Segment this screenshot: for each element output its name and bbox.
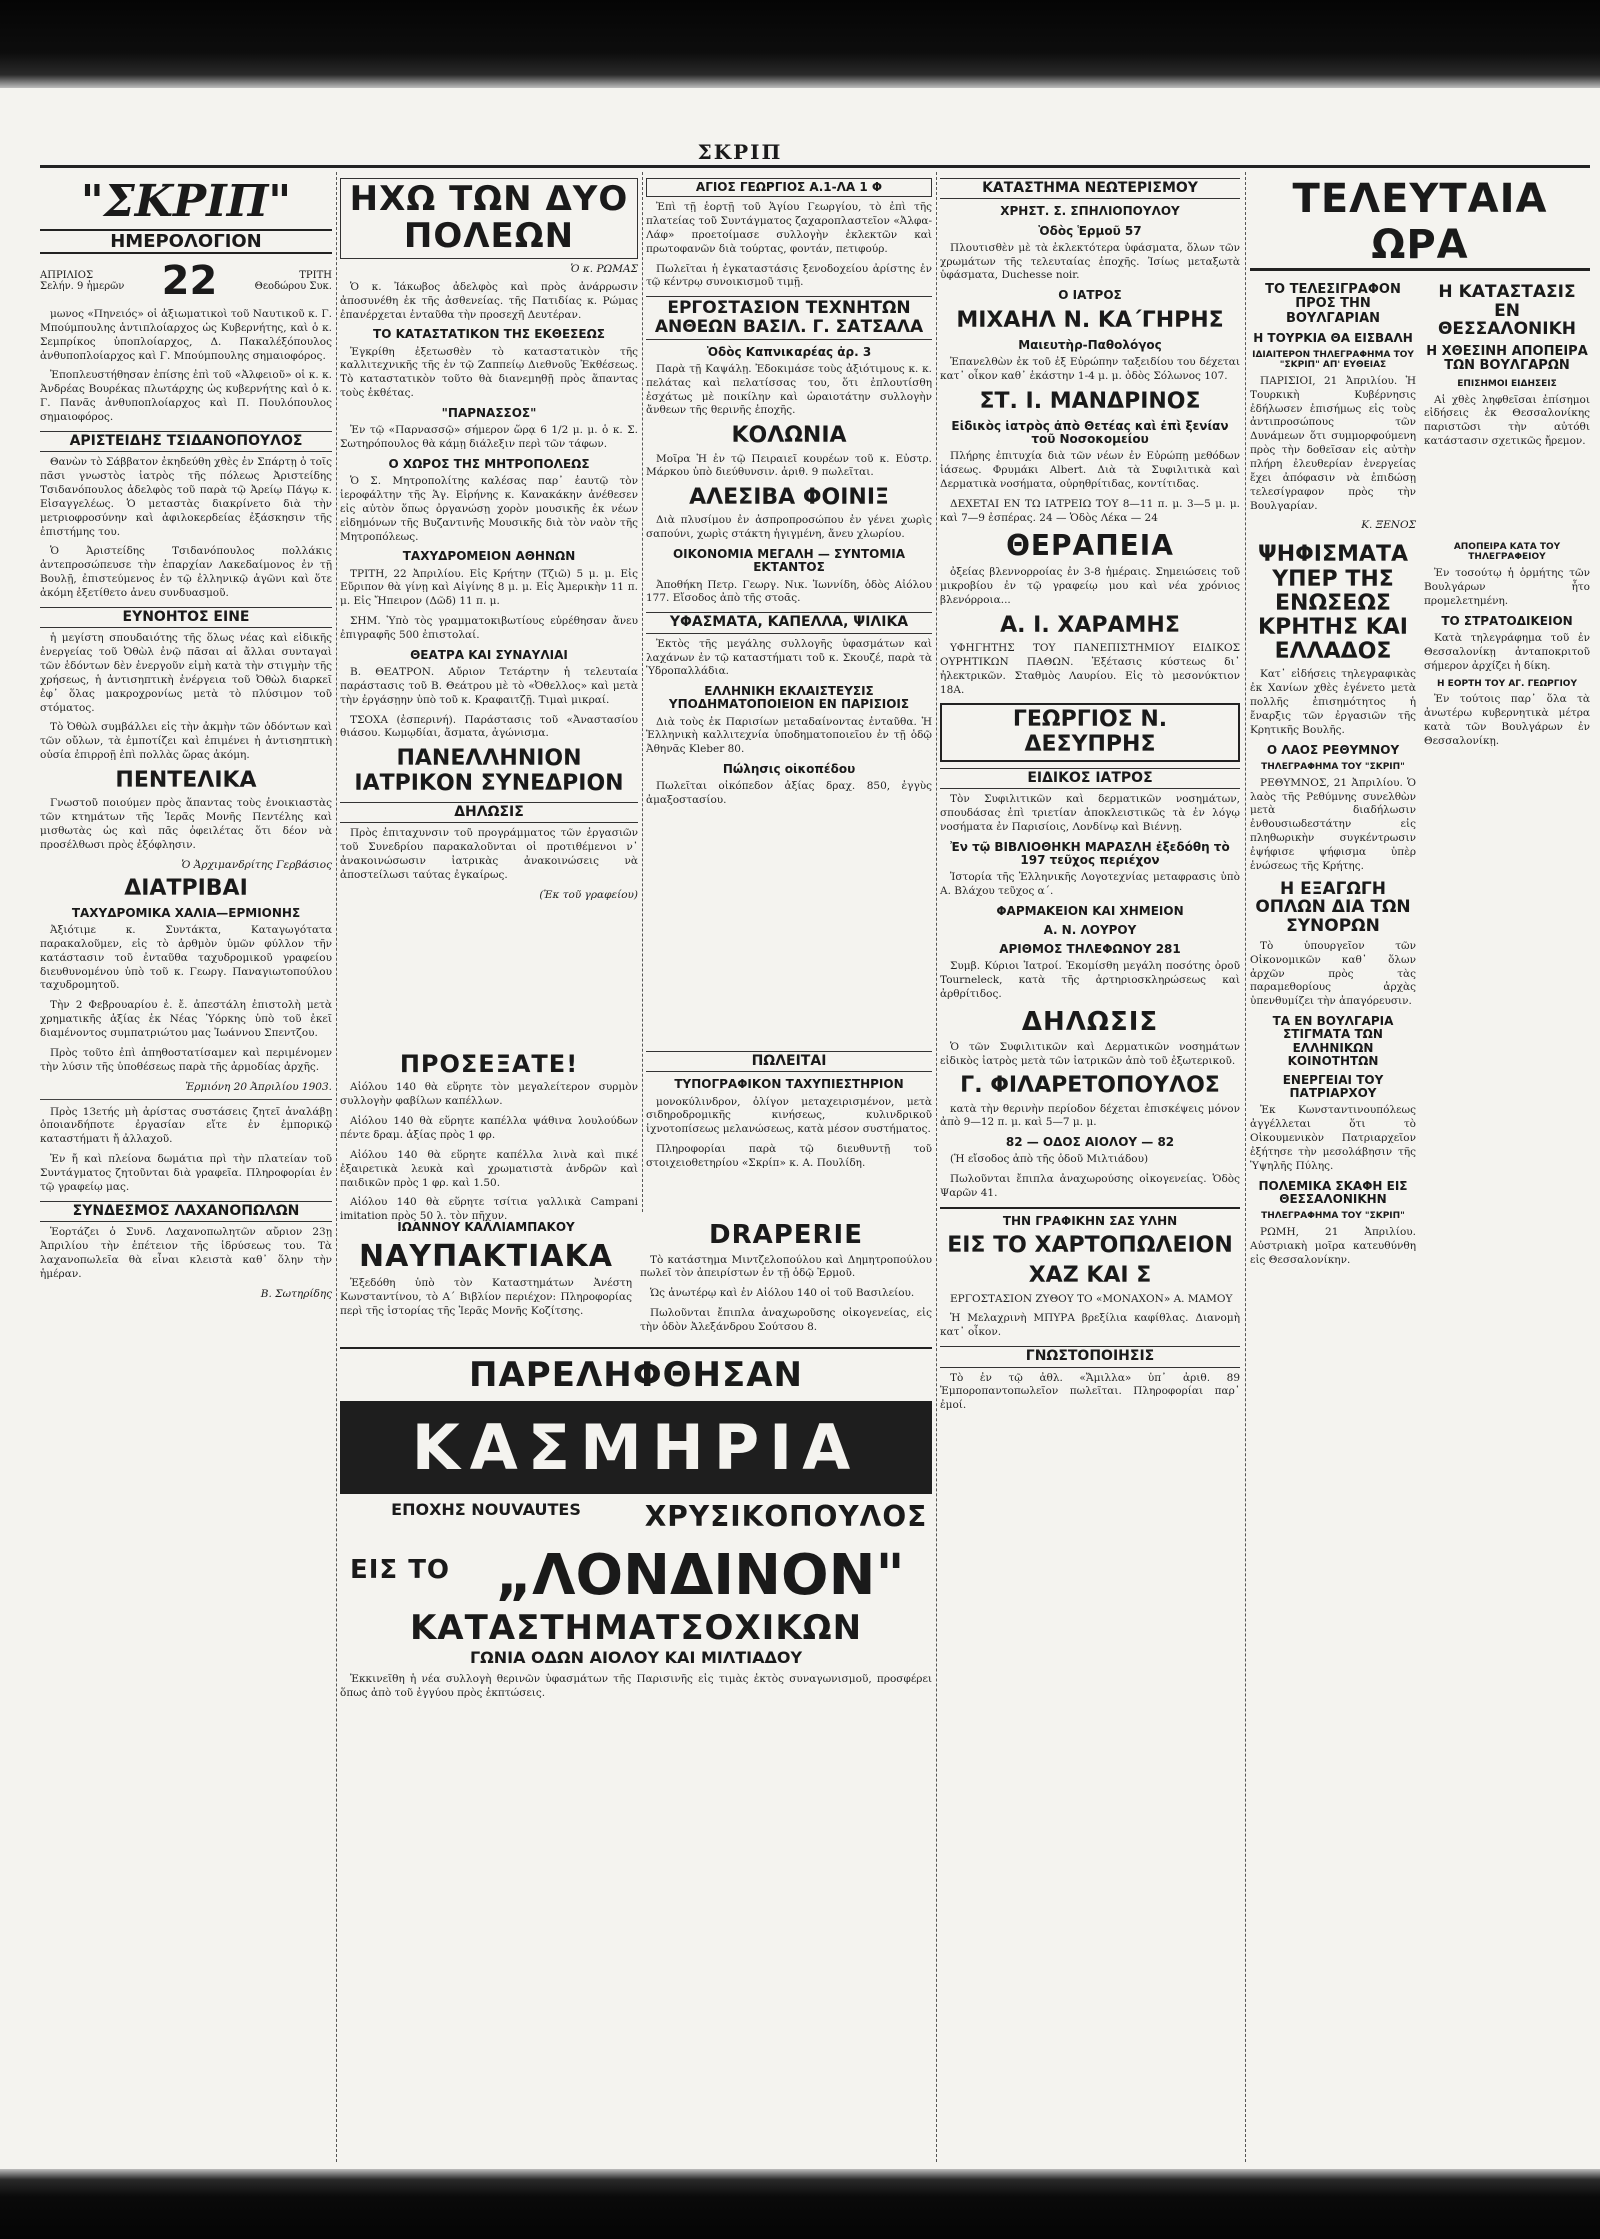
article-headline: ΠΡΟΣΕΞΑΤΕ! xyxy=(399,1050,579,1078)
ad-draperie xyxy=(640,1215,932,1341)
article-text: Τὸ Ὀθὼλ συμβάλλει εἰς τὴν ἀκμὴν τῶν ὀδόντων καὶ τῶν οὔλων, τὰ ἐμποτίζει καὶ ἐπιμένει ἡ ἀντισηπτικὴ οὐσία ἐπιρροῇ ἐπὶ πολλὰς ὥρας ἀκόμη. xyxy=(40,721,332,762)
article-headline: ΕΛΛΗΝΙΚΗ ΕΚΛΑΙΣΤΕΥΣΙΣ ΥΠΟΔΗΜΑΤΟΠΟΙΕΙΟΝ ΕΝ ΠΑΡΙΣΙΟΙΣ xyxy=(668,684,910,712)
article-subheadline: Ὁδὸς Ἑρμοῦ 57 xyxy=(1038,223,1142,238)
column-divider xyxy=(336,172,337,2162)
article-text: Τὸ κατάστημα Μιντζελοπούλου καὶ Δημητροπούλου πωλεῖ τὸν ἀπειρίστων ἐν τῇ ὁδῷ Ἑρμοῦ. xyxy=(640,1253,932,1280)
article-text: Πρὸς τοῦτο ἐπὶ ἀπηθοστατίσαμεν καὶ περιμένομεν τὴν λύσιν τῆς ὑποθέσεως παρὰ τῆς ἀρμοδίας ἀρχῆς. xyxy=(40,1046,332,1073)
article-headline: DRAPERIE xyxy=(709,1220,863,1250)
article-text: Ἀποθήκη Πετρ. Γεωργ. Νικ. Ἰωννίδη, ὁδὸς Αἰόλου 177. Εἴσοδος ἀπὸ τῆς στοᾶς. xyxy=(646,578,932,605)
article-subheadline: Ὁδὸς Καπνικαρέας ἀρ. 3 xyxy=(706,344,872,359)
article-text: ΣΗΜ. Ὑπὸ τὸς γραμματοκιβωτίους εὑρέθησαν ἄνευ ἐπιγραφῆς 500 ἐπιστολαί. xyxy=(340,615,638,641)
signature: Ὁ Ἀρχιμανδρίτης Γερβάσιος xyxy=(181,858,332,871)
article-text: Ἱστορία τῆς Ἑλληνικῆς Λογοτεχνίας μεταφρασις ὑπὸ Α. Βλάχου τεῦχος α΄. xyxy=(940,871,1240,898)
article-text: Ἐν τούτοις παρ᾽ ὅλα τὰ ἀνωτέρω κυβερνητικὰ μέτρα κατὰ τῶν Βουλγάρων ἐν Θεσσαλονίκῃ. xyxy=(1424,693,1590,748)
article-text: Αἰόλου 140 θὰ εὕρητε τὸν μεγαλείτερον συρμὸν συλλογὴν φαβίλων καπέλλων. xyxy=(340,1081,638,1108)
calendar-subtitle: ΗΜΕΡΟΛΟΓΙΟΝ xyxy=(40,229,332,254)
ad-address: ΓΩΝΙΑ ΟΔΩΝ ΑΙΟΛΟΥ ΚΑΙ ΜΙΛΤΙΑΔΟΥ xyxy=(469,1647,803,1667)
column-notice xyxy=(340,1045,638,1223)
article-headline: ΜΙΧΑΗΛ Ν. ΚΑ΄ΓΗΡΗΣ xyxy=(956,307,1224,333)
article-text: ΡΩΜΗ, 21 Ἀπριλίου. Αὐστριακὴ μοῖρα κατευθύνθη εἰς Θεσσαλονίκην. xyxy=(1250,1225,1416,1266)
column-divider xyxy=(1245,172,1246,2162)
ad-merchant: ΧΡΥΣΙΚΟΠΟΥΛΟΣ xyxy=(644,1499,928,1533)
article-headline: ΙΩΑΝΝΟΥ ΚΑΛΛΙΑΜΠΑΚΟΥ xyxy=(397,1220,575,1234)
ad-store: ΚΑΤΑΣΤΗΜΑΤΣΟΧΙΚΩΝ xyxy=(409,1607,863,1648)
article-headline: ΤΟ ΣΤΡΑΤΟΔΙΚΕΙΟΝ xyxy=(1441,613,1573,628)
article-text: Ἀξιότιμε κ. Συντάκτα, Καταγωγότατα παρακαλοῦμεν, εἰς τὸ ἀρθμὸν ὑμῶν φύλλον τῆν κατάστασιν τοῦ ἐνταῦθα ταχυδρομικοῦ γραφείου διευθυνομένου ὑπὸ τοῦ κ. Γεωργ. Παναγιωτοπούλου ταχυδρομητοῦ. xyxy=(40,923,332,992)
article-text: Θανὼν τὸ Σάββατον ἐκηδεύθη χθὲς ἐν Σπάρτῃ ὁ τοῖς πᾶσι γνωστὸς ἰατρὸς τῆς πόλεως Ἀριστείδης Τσιδανόπουλος ἀδελφὸς τοῦ παρὰ τῷ Ἀρείῳ Πάγῳ κ. Εἰσαγγελέως. Ὁ μεταστὰς διακρίνετο διὰ τὴν μετριοφροσύνην καὶ ἀφιλοκερδείας ἐξάσκησιν τῆς ἐπιστήμης του. xyxy=(40,456,332,538)
article-headline: ΕΡΓΟΣΤΑΣΙΟΝ ΤΕΧΝΗΤΩΝ ΑΝΘΕΩΝ ΒΑΣΙΛ. Γ. ΣΑΤΣΑΛΑ xyxy=(646,296,932,339)
newspaper-masthead: ΣΚΡΙΠ xyxy=(697,140,783,164)
article-headline: ΔΗΛΩΣΙΣ xyxy=(1021,1007,1159,1038)
article-headline: ΨΗΦΙΣΜΑΤΑ ΥΠΕΡ ΤΗΣ ΕΝΩΣΕΩΣ ΚΡΗΤΗΣ ΚΑΙ ΕΛΛΑΔΟΣ xyxy=(1258,542,1408,665)
article-text: Πωλοῦνται ἔπιπλα ἀναχωρούσης οἰκογενείας. Ὁδὸς Ψαρῶν 41. xyxy=(940,1173,1240,1200)
article-headline: ΧΑΖ ΚΑΙ Σ xyxy=(1028,1263,1152,1289)
article-headline: Η ΕΟΡΤΗ ΤΟΥ ΑΓ. ΓΕΩΡΓΙΟΥ xyxy=(1437,678,1577,689)
resolutions-article xyxy=(1250,537,1416,1273)
article-text: ΤΣΟΧΑ (ἐσπερινή). Παράστασις τοῦ «Ἀναστασίου θιάσου. Κωμῳδίαι, ἄσματα, ἀγώνισμα. xyxy=(340,713,638,740)
article-headline: Ο ΙΑΤΡΟΣ xyxy=(1058,288,1122,303)
calendar-date xyxy=(40,258,332,304)
article-text: Τὸ ἐν τῷ ἀθλ. «Ἄμιλλα» ὑπ᾽ ἀριθ. 89 Ἑμποροπαντοπωλεῖον πωλεῖται. Πληροφορίαι παρ᾽ ἐμοί. xyxy=(940,1371,1240,1412)
calendar-title: "ΣΚΡΙΠ" xyxy=(80,176,292,227)
article-text: Ὁ κ. Ἰάκωβος ἀδελφὸς καὶ πρὸς ἀνάρρωσιν ἀποσυνέθη ἐκ τῆς ἀσθενείας. τῆς Πατιδίας κ. Ρώμας ἐπανέρχεται ἐνταῦθα τὴν προσεχῆ Δευτέραν. xyxy=(340,280,638,321)
signature: Κ. ΞΕΝΟΣ xyxy=(1361,519,1416,532)
divider xyxy=(340,1347,932,1349)
article-text: Κατὰ τηλεγράφημα τοῦ ἐν Θεσσαλονίκῃ ἀνταποκριτοῦ σήμερον ἀρχίζει ἡ δίκη. xyxy=(1424,632,1590,672)
article-headline: ΓΕΩΡΓΙΟΣ Ν. ΔΕΣΥΠΡΗΣ xyxy=(940,703,1240,761)
article-subheadline: ΤΗΛΕΓΡΑΦΗΜΑ ΤΟΥ "ΣΚΡΙΠ" xyxy=(1261,1210,1405,1221)
article-headline: ΕΙΣ ΤΟ ΧΑΡΤΟΠΩΛΕΙΟΝ xyxy=(947,1233,1233,1259)
scan-border-top xyxy=(0,0,1600,88)
article-headline: ΝΑΥΠΑΚΤΙΑΚΑ xyxy=(359,1239,613,1275)
ad-cashmere: ΚΑΣΜΗΡΙΑ xyxy=(340,1401,932,1494)
byline: Ὁ κ. ΡΩΜΑΣ xyxy=(570,262,638,275)
article-text: Αἰόλου 140 θὰ εὕρητε καπέλλα ψάθινα λουλούδων πέντε δραμ. ἀξίας πρὸς 1 φρ. xyxy=(340,1115,638,1141)
article-headline: ΕΥΝΟΗΤΟΣ ΕΙΝΕ xyxy=(40,607,332,628)
article-subheadline: ΙΔΙΑΙΤΕΡΟΝ ΤΗΛΕΓΡΑΦΗΜΑ ΤΟΥ "ΣΚΡΙΠ" ΑΠ' ΕΥΘΕΙΑΣ xyxy=(1252,350,1414,370)
article-headline: Α. Ι. ΧΑΡΑΜΗΣ xyxy=(1000,612,1180,638)
ad-season: ΕΠΟΧΗΣ NOUVAUTES xyxy=(391,1499,581,1519)
article-headline: ΣΥΝΔΕΣΜΟΣ ΛΑΧΑΝΟΠΩΛΩΝ xyxy=(40,1201,332,1222)
article-subheadline: ΕΙΔΙΚΟΣ ΙΑΤΡΟΣ xyxy=(940,768,1240,789)
article-headline: ΤΟ ΚΑΤΑΣΤΑΤΙΚΟΝ ΤΗΣ ΕΚΘΕΣΕΩΣ xyxy=(373,327,605,342)
column-ads-lower xyxy=(646,1045,932,1210)
article-headline: Η ΚΑΤΑΣΤΑΣΙΣ ΕΝ ΘΕΣΣΑΛΟΝΙΚΗ xyxy=(1437,282,1576,340)
article-text: Ἐποπλευστήθησαν ἐπίσης ἐπὶ τοῦ «Ἀλφειοῦ» οἱ κ. κ. Ἀνδρέας Βουρέκας πλωτάρχης ὡς κυβερνήτης καὶ ὁ κ. Γ. Πανᾶς ἀνθυποπλοίαρχος καὶ Π. Πουλόπουλος σημαιοφόρος. xyxy=(40,369,332,424)
article-text: ΕΡΓΟΣΤΑΣΙΟΝ ΖΥΘΟΥ ΤΟ «ΜΟΝΑΧΟΝ» Α. ΜΑΜΟΥ xyxy=(950,1292,1233,1305)
article-headline: ΚΑΤΑΣΤΗΜΑ ΝΕΩΤΕΡΙΣΜΟΥ xyxy=(940,178,1240,199)
article-headline: ΤΗΝ ΓΡΑΦΙΚΗΝ ΣΑΣ ΥΛΗΝ xyxy=(1002,1214,1178,1229)
article-text: Ἐν τῷ «Παρνασσῷ» σήμερον ὥρᾳ 6 1/2 μ. μ. ὁ κ. Σ. Σωτηρόπουλος θὰ κάμῃ διάλεξιν περὶ τῶν τάφων. xyxy=(340,424,638,451)
article-headline: Ο ΧΩΡΟΣ ΤΗΣ ΜΗΤΡΟΠΟΛΕΩΣ xyxy=(388,456,590,471)
signature: Ἑρμιόνη 20 Ἀπριλίου 1903. xyxy=(185,1080,332,1093)
article-headline: ΚΟΛΩΝΙΑ xyxy=(731,423,847,449)
article-text: ΠΑΡΙΣΙΟΙ, 21 Ἀπριλίου. Ἡ Τουρκικὴ Κυβέρνησις ἐδήλωσεν ἐπισήμως εἰς τοὺς ἀντιπροσώπους τῶν Δυνάμεων ὅτι συμμορφούμενη πρὸς τὴν δοθεῖσαν εἰς αὐτὴν πλήρη ἐλευθερίαν ἐνεργείας ἔχει ἀπόφασιν νὰ ἐπιδώσῃ τελεσίγραφον πρὸς τὴν Βουλγαρίαν. xyxy=(1250,374,1416,512)
article-text: Γνωστοῦ ποιούμεν πρὸς ἅπαντας τοὺς ἐνοικιαστὰς τῶν κτημάτων τῆς Ἱερᾶς Μονῆς Πεντέλης καὶ μισθωτὰς ὡς καὶ πᾶς ὀφειλέτας ὅτι δέον νὰ προσέλθωσι πρὸς ἐξόφλησιν. xyxy=(40,797,332,851)
article-headline: ΣΤ. Ι. ΜΑΝΔΡΙΝΟΣ xyxy=(979,388,1201,414)
classified-text: Ἐν ἤ καὶ πλείονα δωμάτια πρὶ τὴν πλατείαν τοῦ Συντάγματος ζητοῦνται διὰ γραφεῖα. Πληροφορίαι ἐν τῷ γραφείῳ μας. xyxy=(40,1153,332,1193)
article-text: Πωλεῖται ἡ ἐγκαταστάσις ξενοδοχείου ἀρίστης ἐν τῷ κέντρῳ συνοικισμοῦ τιμῇ. xyxy=(646,262,932,289)
article-headline: ΤΑ ΕΝ ΒΟΥΛΓΑΡΙΑ ΣΤΙΓΜΑΤΑ ΤΩΝ ΕΛΛΗΝΙΚΩΝ ΚΟΙΝΟΤΗΤΩΝ xyxy=(1272,1014,1394,1068)
article-subheadline: ΑΡΙΘΜΟΣ ΤΗΛΕΦΩΝΟΥ 281 xyxy=(999,942,1181,957)
article-text: Αἰόλου 140 θὰ εὕρητε τσίτια γαλλικὰ Campani imitation πρὸς 50 λ. τὸν πῆχυν. xyxy=(340,1196,638,1223)
article-text: Πληροφορίαι παρὰ τῷ διευθυντῇ τοῦ στοιχειοθετηρίου «Σκρίπ» κ. Α. Πουλίδη. xyxy=(646,1143,932,1170)
section-headline: ΤΕΛΕΥΤΑΙΑ ΩΡΑ xyxy=(1250,176,1590,271)
article-text: Κατ᾽ εἰδήσεις τηλεγραφικὰς ἐκ Χανίων χθὲς ἐγένετο μετὰ πολλῆς ἐπισημότητος ἡ ἔναρξις τῶν ἐργασιῶν τῆς Κρητικῆς Βουλῆς. xyxy=(1250,668,1416,736)
article-text: Ἐγκρίθη ἐξετωσθὲν τὸ καταστατικὸν τῆς καλλιτεχνικῆς τῆς ἐν τῷ Ζαππείῳ Διεθνοῦς Ἐκθέσεως. Τὸ καταστατικὸν τοῦτο θὰ διανεμηθῇ πρὸς ἅπαντας τοὺς ἐκθέτας. xyxy=(340,345,638,400)
article-headline: ΠΟΛΕΜΙΚΑ ΣΚΑΦΗ ΕΙΣ ΘΕΣΣΑΛΟΝΙΚΗΝ xyxy=(1258,1178,1408,1206)
article-headline: ΟΙΚΟΝΟΜΙΑ ΜΕΓΑΛΗ — ΣΥΝΤΟΜΙΑ ΕΚΤΑΝΤΟΣ xyxy=(672,547,906,575)
scan-border-bottom xyxy=(0,2169,1600,2239)
article-headline: ΑΡΙΣΤΕΙΔΗΣ ΤΣΙΔΑΝΟΠΟΥΛΟΣ xyxy=(40,431,332,452)
latest-news-split xyxy=(1250,537,1590,1273)
article-headline: ΤΟ ΤΕΛΕΣΙΓΡΑΦΟΝ ΠΡΟΣ ΤΗΝ ΒΟΥΛΓΑΡΙΑΝ xyxy=(1265,282,1401,326)
calendar-day: 22 xyxy=(161,258,218,304)
article-subheadline: ΕΠΙΣΗΜΟΙ ΕΙΔΗΣΕΙΣ xyxy=(1457,378,1557,389)
article-text: Τὸ ὑπουργεῖον τῶν Οἰκονομικῶν καθ᾽ ὅλων ἀρχῶν πρὸς τὰς παραμεθορίους ἀρχὰς ὑπενθυμίζει τὴν ἀπαγόρευσιν. xyxy=(1250,939,1416,1008)
article-text: (Ἡ εἴσοδος ἀπὸ τῆς ὁδοῦ Μιλτιάδου) xyxy=(950,1153,1149,1166)
ad-at: ΕΙΣ ΤΟ xyxy=(349,1555,451,1586)
article-headline: ΓΝΩΣΤΟΠΟΙΗΣΙΣ xyxy=(940,1346,1240,1367)
ad-row xyxy=(340,1500,932,1533)
article-headline: ΠΕΝΤΕΛΙΚΑ xyxy=(115,767,257,793)
article-headline: ΠΑΝΕΛΛΗΝΙΟΝ ΙΑΤΡΙΚΟΝ ΣΥΝΕΔΡΙΟΝ xyxy=(354,746,624,796)
article-text: μονοκύλινδρον, ὀλίγον μεταχειρισμένον, μετὰ σιδηροδρομικῆς κινήσεως, κυλινδρικοῦ ἱχνοτοπίσεως μελανώσεως, κατὰ μέσον συστήματος. xyxy=(646,1095,932,1136)
article-headline: ΘΕΡΑΠΕΙΑ xyxy=(1006,529,1174,563)
article-text: ὀξείας βλεννορροίας ἐν 3-8 ἡμέραις. Σημειώσεις τοῦ μικροβίου ἐν τῷ γραφείῳ μου καὶ νέα χρόνιος βλενόρροια... xyxy=(940,566,1240,606)
article-text: ΤΡΙΤΗ, 22 Ἀπριλίου. Εἰς Κρήτην (Τζιῶ) 5 μ. μ. Εἰς Εὔριπον θὰ γίνῃ καὶ Αἰγίνης 8 μ. μ. Εἰς Ἀμερικὴν 11 π. μ. Εἰς Ἤπειρον (Δῶδ) 11 π. μ. xyxy=(340,567,638,608)
calendar-moon: Σελήν. 9 ἡμερῶν xyxy=(40,281,125,292)
article-subheadline: Εἰδικὸς ἰατρὸς ἀπὸ Θετέας καὶ ἐπὶ ξενίαν τοῦ Νοσοκομείου xyxy=(951,418,1229,446)
article-text: Ἐπὶ τῇ ἑορτῇ τοῦ Ἁγίου Γεωργίου, τὸ ἐπὶ τῆς πλατείας τοῦ Συντάγματος ζαχαροπλαστεῖον «Ἀλφα-Λάφ» προετοίμασε συλλογὴν ἐκλεκτῶν καὶ πρωτοφανῶν διὰ τούρτας, φοντάν, πετιφούρ. xyxy=(646,201,932,255)
article-text: κατὰ τὴν θερινὴν περίοδον δέχεται ἐπισκέψεις μόνον ἀπὸ 9—12 π. μ. καὶ 5—7 μ. μ. xyxy=(940,1102,1240,1129)
article-text: Συμβ. Κύριοι Ἰατροί. Ἐκομίσθη μεγάλη ποσότης ὀροῦ Tourneleck, κατὰ τῆς ἀρτηριοσκληρώσεως καὶ ἀρθρίτιδος. xyxy=(940,960,1240,1001)
calendar-weekday: ΤΡΙΤΗ xyxy=(299,270,332,281)
article-headline: Η ΕΞΑΓΩΓΗ ΟΠΛΩΝ ΔΙΑ ΤΩΝ ΣΥΝΟΡΩΝ xyxy=(1255,878,1411,937)
ad-text: Ἐκκινεῖθη ἡ νέα συλλογὴ θερινῶν ὑφασμάτων τῆς Παρισινῆς εἰς τιμὰς ἐκτὸς συναγωνισμοῦ, προσφέρει ὅπως ἀπὸ τοῦ ἐγγύου πρὸς ἐκπτώσεις. xyxy=(340,1672,932,1699)
banner-ad xyxy=(340,1215,932,2165)
divider xyxy=(40,1099,332,1100)
thessaloniki-article xyxy=(1424,277,1590,537)
article-text: Πωλοῦνται ἔπιπλα ἀναχωροῦσης οἰκογενείας, εἰς τὴν ὁδὸν Ἀλεξάνδρου Σούτσου 8. xyxy=(640,1307,932,1334)
article-subheadline: Η ΧΘΕΣΙΝΗ ΑΠΟΠΕΙΡΑ ΤΩΝ ΒΟΥΛΓΑΡΩΝ xyxy=(1426,344,1588,374)
article-text: Διὰ πλυσίμου ἐν ἀσπροπροσώπου ἐν γένει χωρὶς σαπούνι, χωρὶς στάκτη ἡγιγμένη, ἄνευ χλωρίου. xyxy=(646,514,932,541)
column-medical xyxy=(940,172,1240,2162)
article-headline: Πώλησις οἰκοπέδου xyxy=(722,762,856,777)
article-headline: 82 — ΟΔΟΣ ΑΙΟΛΟΥ — 82 xyxy=(1005,1135,1175,1150)
article-text: Ὡς ἀνωτέρῳ καὶ ἐν Αἰόλου 140 οἱ τοῦ Βασιλείου. xyxy=(650,1287,915,1300)
article-text: Ἐκτὸς τῆς μεγάλης συλλογῆς ὑφασμάτων καὶ λαχάνων ἐν τῷ καταστήματι τοῦ κ. Σκουζέ, παρὰ τὰ Ὑδροπαλλάδια. xyxy=(646,637,932,678)
article-subheadline: ΤΗΛΕΓΡΑΦΗΜΑ ΤΟΥ "ΣΚΡΙΠ" xyxy=(1261,761,1405,772)
article-text: Πρὸς ἐπιταχυνσιν τοῦ προγράμματος τῶν ἐργασιῶν τοῦ Συνεδρίου παρακαλοῦνται οἱ προτιθέμενοι ν᾽ ἀνακοινώσωσιν ἰατρικὰς ἀνακοινώσεις νὰ ἀποστείλωσι ταύτας ἐγκαίρως. xyxy=(340,827,638,881)
article-text: Ἡ Μελαχρινὴ ΜΠΥΡΑ βρεξίλια καφίθλας. Διανομὴ κατ᾽ οἶκον. xyxy=(940,1312,1240,1339)
column-divider xyxy=(936,172,937,2162)
article-text: Ἐπανελθὼν ἐκ τοῦ ἐξ Εὐρώπην ταξειδίου του δέχεται κατ᾽ οἶκον καθ᾽ ἑκάστην 1-4 μ. μ. ὁδὸς Σόλωνος 107. xyxy=(940,355,1240,382)
article-headline: ΤΑΧΥΔΡΟΜΕΙΟΝ ΑΘΗΝΩΝ xyxy=(402,549,576,564)
article-text: Ἐν τοσούτῳ ἡ ὁρμήτης τῶν Βουλγάρων ἦτο προμελετημένη. xyxy=(1424,567,1590,607)
article-text: Ὁ Ἀριστείδης Τσιδανόπουλος πολλάκις ἀντεπροσώπευσε τὴν ἐπαρχίαν Λακεδαίμονος ἐν τῇ Βουλῇ, ἐπιστεύμενος ἐν τῷ ἐλληνικῷ ἀγῶνι καὶ ὅτε ἀκόμη ἐξετίθετο ἀνευ συνδυασμοῦ. xyxy=(40,545,332,599)
article-text: ΥΦΗΓΗΤΗΣ ΤΟΥ ΠΑΝΕΠΙΣΤΗΜΙΟΥ ΕΙΔΙΚΟΣ ΟΥΡΗΤΙΚΩΝ ΠΑΘΩΝ. Ἐξέτασις κύστεως δι᾽ ἠλεκτρικῶν. Σταθμὸς Λαυρίου. Εἰς τὸ μεσονύκτιον 18Α. xyxy=(940,642,1240,696)
article-headline: ΥΦΑΣΜΑΤΑ, ΚΑΠΕΛΛΑ, ΨΙΛΙΚΑ xyxy=(646,612,932,633)
latest-news-split xyxy=(1250,277,1590,537)
article-headline: ΠΩΛΕΙΤΑΙ xyxy=(646,1051,932,1072)
article-headline: ΦΑΡΜΑΚΕΙΟΝ ΚΑΙ ΧΗΜΕΙΟΝ xyxy=(996,903,1184,918)
article-subheadline: Μαιευτὴρ-Παθολόγος xyxy=(1018,337,1162,352)
article-text: Μοῖρα Ἡ ἐν τῷ Πειραιεῖ κουρέων τοῦ κ. Εὐστρ. Μάρκου ὑπὸ διεύθυνσιν. ἀριθ. 9 πωλεῖται. xyxy=(646,452,932,479)
article-subheadline: ΕΝΕΡΓΕΙΑΙ ΤΟΥ ΠΑΤΡΙΑΡΧΟΥ xyxy=(1282,1072,1384,1101)
ad-row xyxy=(340,1533,932,1608)
ad-nafpaktiaka xyxy=(340,1215,632,1341)
article-headline: Γ. ΦΙΛΑΡΕΤΟΠΟΥΛΟΣ xyxy=(960,1073,1220,1099)
classified-text: Πρὸς 13ετής μὴ ἀρίστας συστάσεις ζητεῖ ἀναλάβῃ ὁποιανδήποτε ἐργασίαν εἴτε ἐν ἐμπορικῷ καταστήματι ἤ ἀλλαχοῦ. xyxy=(40,1105,332,1146)
attack-article xyxy=(1424,537,1590,1273)
upper-ads-row xyxy=(340,1215,932,1341)
calendar-saint: Θεοδώρου Συκ. xyxy=(254,281,332,292)
article-headline: ΘΕΑΤΡΑ ΚΑΙ ΣΥΝΑΥΛΙΑΙ xyxy=(410,647,568,662)
article-headline: ΑΛΕΣΙΒΑ ΦΟΙΝΙΞ xyxy=(689,485,889,511)
column-latest-news xyxy=(1250,172,1590,2162)
header-rule xyxy=(40,165,1590,168)
column-calendar xyxy=(40,172,332,2162)
article-subheadline: Η ΤΟΥΡΚΙΑ ΘΑ ΕΙΣΒΑΛΗ xyxy=(1253,330,1413,345)
article-text: Ἐξεδόθη ὑπὸ τὸν Καταστημάτων Ἀνέστη Κωνσταντίνου, τὸ Α΄ Βιβλίον περιέχον: Πληροφορίας περὶ τῆς ἱστορίας τῆς Ἱερᾶς Μονῆς Κοζίτσης. xyxy=(340,1277,632,1317)
article-text: Πωλεῖται οἰκόπεδον ἀξίας δραχ. 850, ἐγγὺς ἀμαξοστασίου. xyxy=(646,780,932,807)
article-text: Ἐκ Κωνσταντινουπόλεως ἀγγέλλεται ὅτι τὸ Οἰκουμενικὸν Πατριαρχεῖον ἐξήτησε τὴν μεσολάβησιν τῆς Ὑψηλῆς Πύλης. xyxy=(1250,1104,1416,1172)
divider xyxy=(940,1207,1240,1209)
article-text: Αἱ χθὲς ληφθεῖσαι ἐπίσημοι εἰδήσεις ἐκ Θεσσαλονίκης παριστῶσι τὴν αὐτόθι κατάστασιν σχετικῶς ἤρεμον. xyxy=(1424,393,1590,448)
article-subheadline: Α. Ν. ΛΟΥΡΟΥ xyxy=(1043,923,1137,938)
article-headline: "ΠΑΡΝΑΣΣΟΣ" xyxy=(441,405,537,420)
telegram-article xyxy=(1250,277,1416,537)
article-text: Β. ΘΕΑΤΡΟΝ. Αὔριον Τετάρτην ἡ τελευταία παράστασις τοῦ Β. Θεάτρου μὲ τὸ «Ὀθελλος» καὶ μετὰ τὴν ἐργάσῃην ὑπὸ τοῦ κ. Κραφαιτζῇ. Τιμαὶ μικραί. xyxy=(340,666,638,706)
article-text: Ὁ Σ. Μητροπολίτης καλέσας παρ᾽ ἑαυτῷ τὸν ἱεροφάλτην τῆς Ἁγ. Εἰρήνης κ. Κανακάκην ἀνέθεσεν εἰς αὐτὸν ὅπως ὀργανώσῃ χορὸν μουσικῆς ἐκ νέων εἰδημόνων τῆς Βυζαντινῆς Μουσικῆς διὰ τὸν ναὸν τῆς Μητροπόλεως. xyxy=(340,475,638,543)
calendar-month: ΑΠΡΙΛΙΟΣ xyxy=(40,270,94,281)
article-text: μωνος «Πηνειός» οἱ ἀξιωματικοὶ τοῦ Ναυτικοῦ κ. Γ. Μπούμπουλης ἀντιπλοίαρχος ὡς Κυβερνήτης, καὶ ὁ κ. Σεμπρίκος ὑποπλοίαρχος, Δ. Πακαλέξόπουλος ἀνθυποπλοίαρχος καὶ Γ. Μπούμπουλης σημαιοφόρος. xyxy=(40,308,332,362)
article-text: Ἑορτάζει ὁ Συνδ. Λαχανοπωλητῶν αὔριον 23ῃ Ἀπριλίου τὴν ἑπέτειον τῆς ἱδρύσεως του. Τὰ λαχανοπωλεῖα θὰ εἶναι κλειστὰ καθ᾽ ὅλην τὴν ἡμέραν. xyxy=(40,1226,332,1280)
section-headline: ΗΧΩ ΤΩΝ ΔΥΟ ΠΟΛΕΩΝ xyxy=(340,178,638,259)
article-headline: ΔΙΑΤΡΙΒΑΙ xyxy=(124,875,248,901)
article-headline: ΑΓΙΟΣ ΓΕΩΡΓΙΟΣ Α.1-ΛΑ 1 Φ xyxy=(646,178,932,197)
article-text: Πλήρης ἐπιτυχία διὰ τῶν νέων ἐν Εὐρώπῃ μεθόδων ἰάσεως. Φρυμάκι Albert. Διὰ τὰ Συφιλιτικὰ καὶ Δερματικὰ νοσήματα, οὐρηθρίτιδας, κοντίτιδας. xyxy=(940,450,1240,490)
article-text: Αἰόλου 140 θὰ εὕρητε καπέλλα λινὰ καὶ πικέ ἐξαιρετικὰ λευκὰ καὶ χρωματιστὰ ἀνδρῶν καὶ παιδικῶν πρὸς 1 φρ. καὶ 1.50. xyxy=(340,1148,638,1189)
article-text: ΡΕΘΥΜΝΟΣ, 21 Ἀπριλίου. Ὁ λαὸς τῆς Ρεθύμνης συνελθὼν μετὰ διαδήλωσιν ἐνθουσιωδεστάτην εἰς πληθωρικὴν συγκέντρωσιν ἐψήφισε ψήφισμα ὑπὲρ ἑνώσεως τῆς Κρήτης. xyxy=(1250,776,1416,872)
signature: Β. Σωτηρίδης xyxy=(260,1287,332,1300)
article-text: Τὸν Συφιλιτικῶν καὶ δερματικῶν νοσημάτων, σπουδάσας ἐπὶ τριετίαν ἀποκλειστικῶς τὰ ἐν λόγῳ νοσήματα ἐν Παρισίοις, Λονδίνῳ καὶ Βιέννῃ. xyxy=(940,793,1240,833)
ad-received: ΠΑΡΕΛΗΦΘΗΣΑΝ xyxy=(469,1354,803,1395)
article-headline: Ἐν τῷ ΒΙΒΛΙΟΘΗΚΗ ΜΑΡΑΣΛΗ ἐξεδόθη τὸ 197 τεῦχος περιέχον xyxy=(950,839,1230,868)
ad-london: „ΛΟΝΔΙΝΟΝ" xyxy=(495,1542,905,1608)
article-headline: Ο ΛΑΟΣ ΡΕΘΥΜΝΟΥ xyxy=(1266,742,1400,757)
article-subheadline: ΧΡΗΣΤ. Σ. ΣΠΗΛΙΟΠΟΥΛΟΥ xyxy=(1000,204,1180,219)
article-subheadline: ΔΗΛΩΣΙΣ xyxy=(340,802,638,823)
article-text: Ὁ τῶν Συφιλιτικῶν καὶ Δερματικῶν νοσημάτων εἰδικὸς ἰατρὸς μετὰ τῶν ἰατρικῶν ἀπὸ τοῦ ἐξωτερικοῦ. xyxy=(940,1040,1240,1067)
article-text: Παρὰ τῇ Καψάλῃ. Ἐδοκιμάσε τοὺς ἀξιότιμους κ. κ. πελάτας καὶ πελατίσσας του, ὅτι ἐπλουτίσθη ἐσχάτως μὲ ποικίλην καὶ ὡραιοτάτην συλλογὴν ἄνθεων τῆς θερινῆς ἐποχῆς. xyxy=(646,362,932,417)
article-text: ΔΕΧΕΤΑΙ ΕΝ ΤΩ ΙΑΤΡΕΙΩ ΤΟΥ 8—11 π. μ. 3—5 μ. μ. καὶ 7—9 ἐσπέρας. 24 — Ὁδὸς Λέκα — 24 xyxy=(940,497,1240,524)
article-text: Πλουτισθὲν μὲ τὰ ἐκλεκτότερα ὑφάσματα, ὅλων τῶν χρωμάτων τῆς τελευταίας ἐποχῆς. Ἰσίως μεταξωτὰ ὑφάσματα, Duchesse noir. xyxy=(940,241,1240,282)
signature: (Ἐκ τοῦ γραφείου) xyxy=(539,888,638,901)
article-text: Τὴν 2 Φεβρουαρίου ἐ. ἔ. ἀπεστάλη ἐπιστολὴ μετὰ χρηματικῆς ἀξίας ἐκ Νέας Ὑόρκης ὑπὸ τοῦ ἐκεῖ διαμένοντος συμπατριώτου μας Ἰωάννου Σπεντζου. xyxy=(40,999,332,1039)
article-text: ἡ μεγίστη σπουδαιότης τῆς ὅλως νέας καὶ εἰδικῆς ἐνεργείας τοῦ Ὀθὼλ ἐνῷ πᾶσαι αἱ ἄλλαι συνταγαὶ τῶν ἑδόντων δὲν ἐνεργοῦν εἰμὴ κατὰ τὴν στιγμὴν τῆς χρήσεως, ἡ ἀντισηπτικὴ ἐνέργεια τοῦ Ὀθὼλ διαρκεῖ ἐφ᾽ ὅλας μακροχρονίως μετὰ τὸ πλύσιμον τοῦ στόματος. xyxy=(40,632,332,714)
article-subheadline: ΤΥΠΟΓΡΑΦΙΚΟΝ ΤΑΧΥΠΙΕΣΤΗΡΙΟΝ xyxy=(674,1077,904,1092)
column-divider xyxy=(642,172,643,1212)
article-headline: ΑΠΟΠΕΙΡΑ ΚΑΤΑ ΤΟΥ ΤΗΛΕΓΡΑΦΕΙΟΥ xyxy=(1453,542,1561,563)
article-subheadline: ΤΑΧΥΔΡΟΜΙΚΑ ΧΑΛΙΑ—ΕΡΜΙΟΝΗΣ xyxy=(71,905,301,920)
article-text: Διὰ τοὺς ἐκ Παρισίων μεταδαίνοντας ἐνταῦθα. Ἡ Ἑλληνικὴ καλλιτεχνία ὑποδηματοποιεῖου ἐν τῇ ὁδῷ Ἀθηνᾶς Kleber 80. xyxy=(646,715,932,756)
